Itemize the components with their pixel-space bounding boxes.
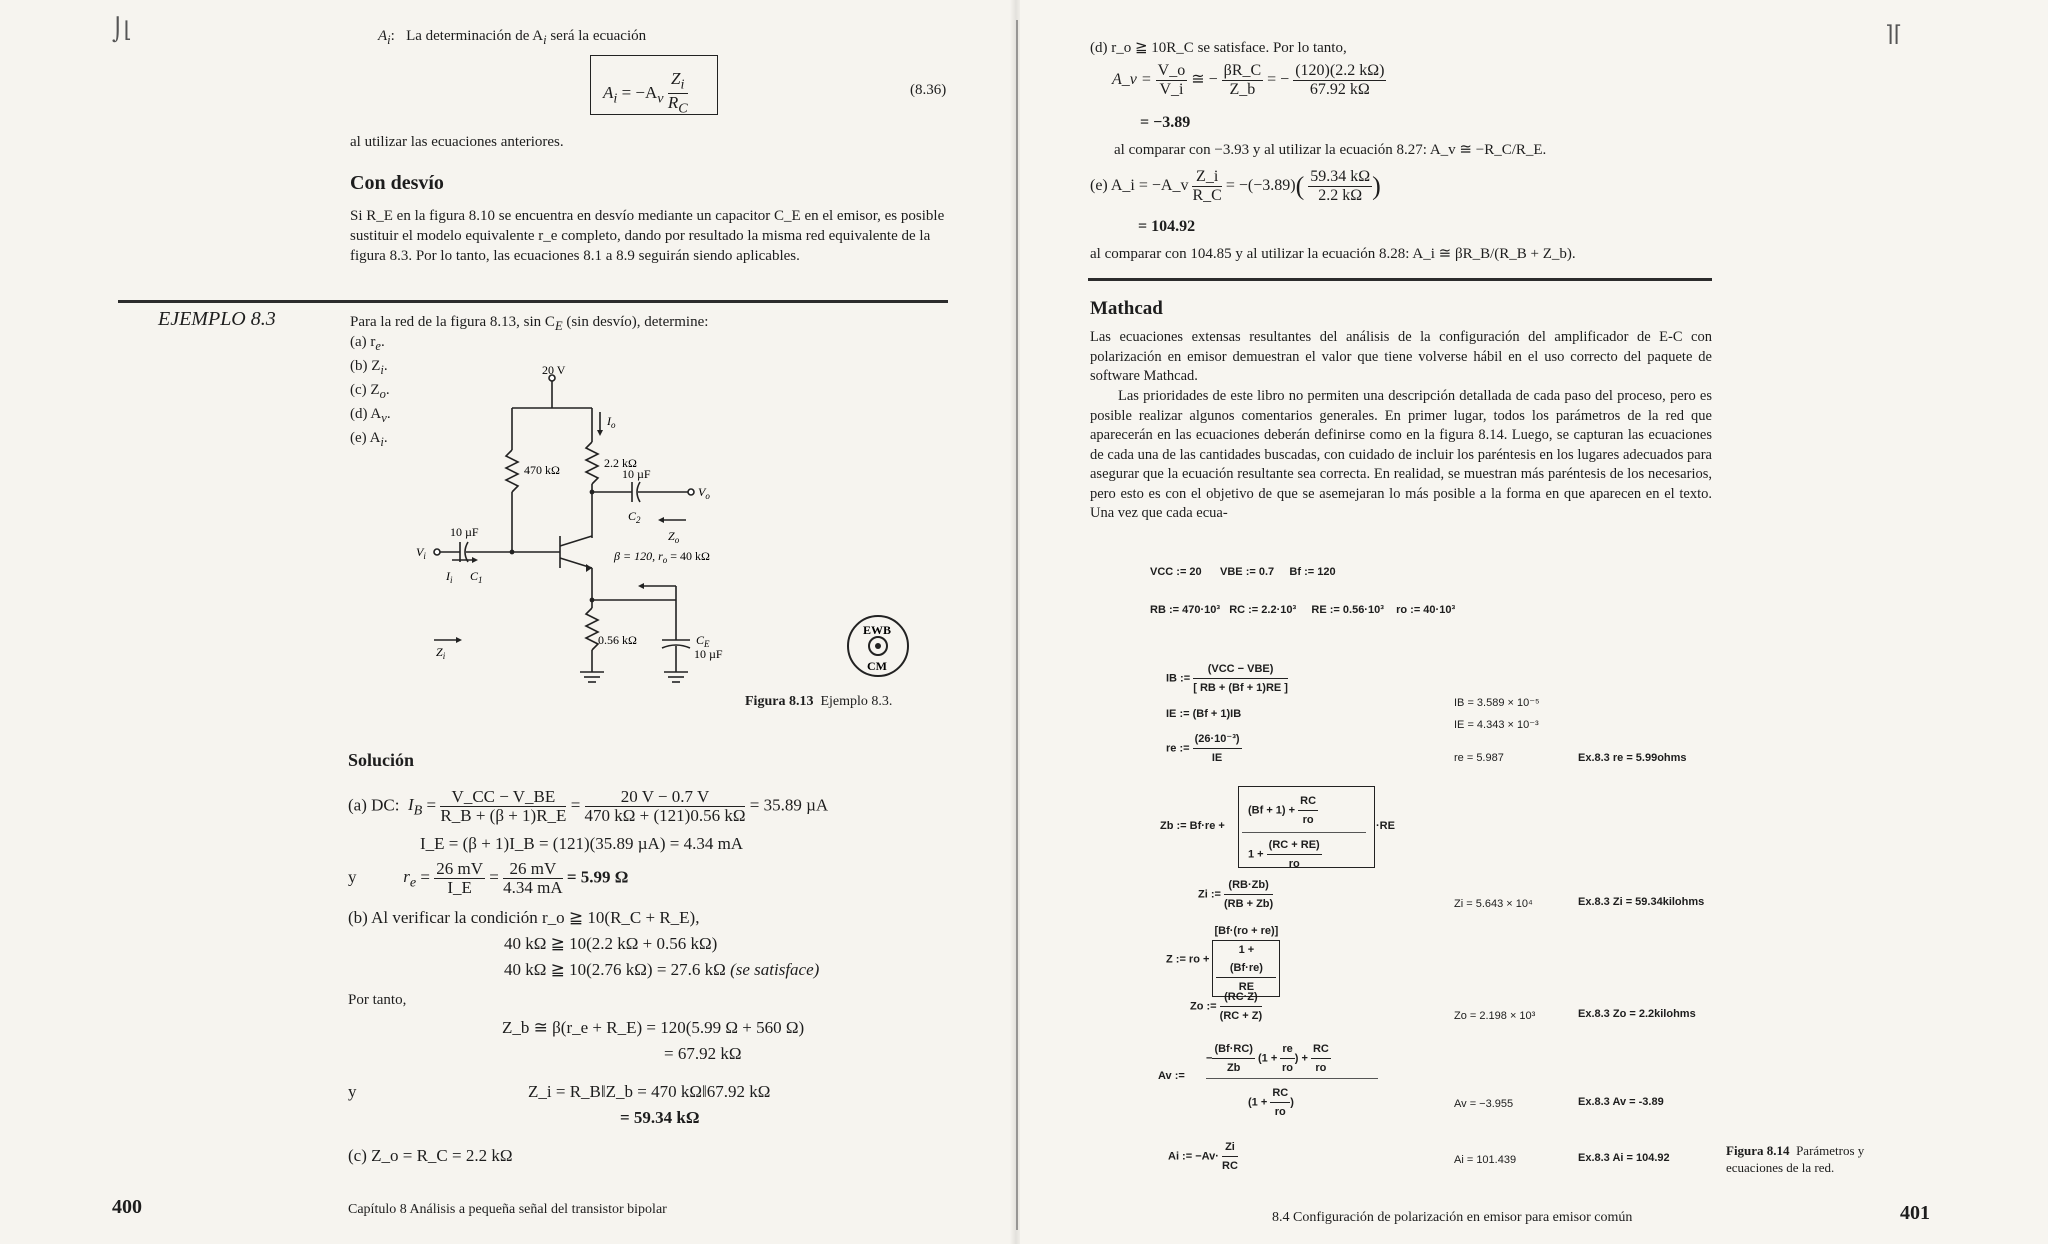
solution-b-line-2: 40 kΩ ≧ 10(2.2 kΩ + 0.56 kΩ) xyxy=(504,934,718,953)
part-d-equation: A_v = $\frac{V\_o}{V\_i}$ ≅ − $\frac{\beta R\_C}{Z\_b}$ = − $\frac{(120)(2.2 k\Omega)}{67.92 k\Omega}$ xyxy=(1112,62,1385,98)
mc-zi-equation: Zi := $\frac{(RB\cdot Zb)}{(RB + Zb)}$ xyxy=(1198,876,1273,913)
mc-params-row-1: VCC := 20 VBE := 0.7 Bf := 120 xyxy=(1150,566,1336,578)
example-intro: Para la red de la figura 8.13, $\sin C_E$ (sin desvío), determine: xyxy=(350,314,709,333)
mc-ex-zi: Ex.8.3 Zi = 59.34kilohms xyxy=(1578,896,1705,908)
solution-b-line-3: 40 kΩ ≧ 10(2.76 kΩ) = 27.6 kΩ (se satisface) xyxy=(504,960,820,979)
solution-b-line-1: (b) Al verificar la condición r_o ≧ 10(R_C + R_E), xyxy=(348,908,700,927)
mc-ie-equation: IE := (Bf + 1)IB xyxy=(1166,708,1242,720)
ce-value-label: 10 µF xyxy=(694,647,723,661)
mc-result-ai: Ai = 101.439 xyxy=(1454,1154,1517,1166)
solution-a-line-3: y $r_e$ = $\frac{26 mV}{I\_E}$ = $\frac{26 mV}{4.34 mA}$ = 5.99 Ω xyxy=(348,859,629,897)
part-d-compare: al comparar con −3.93 y al utilizar la ecuación 8.27: A_v ≅ −R_C/R_E. xyxy=(1114,142,1547,158)
mc-ex-re: Ex.8.3 re = 5.99ohms xyxy=(1578,752,1687,764)
circuit-figure-8-13 xyxy=(400,350,760,710)
solution-a-line-1: (a) DC: $I_B$ = $\frac{V\_CC - V\_BE}{R\_B + (\beta + 1)R\_E}$ = $\frac{20 V - 0.7 V}{470 k\Omega + (121)0.56 k\Omega}$ = 35.89 µA xyxy=(348,787,829,825)
vo-label: $V_o$ xyxy=(698,485,710,501)
logo-top-text: EWB xyxy=(863,623,892,637)
mc-result-re: re = 5.987 xyxy=(1454,752,1504,764)
mc-result-av: Av = −3.955 xyxy=(1454,1098,1514,1110)
figure-8-13-caption: Figura 8.13 Ejemplo 8.3. xyxy=(745,694,893,709)
right-page xyxy=(1020,0,2048,1244)
mathcad-paragraph-1: Las ecuaciones extensas resultantes del análisis de la configuración del amplificador de E-C con polarización en emisor demuestran el valor que tiene volverse hábil en el uso correcto del paquete de software Mathcad. xyxy=(1090,329,1712,384)
left-page xyxy=(0,0,1020,1244)
mc-zo-equation: Zo := $\frac{(RC\cdot Z)}{(RC + Z)}$ xyxy=(1190,988,1262,1025)
right-page-number: 401 xyxy=(1900,1202,1930,1224)
part-e-compare: al comparar con 104.85 y al utilizar la ecuación 8.28: A_i ≅ βR_B/(R_B + Z_b). xyxy=(1090,246,1576,262)
c1-label: $C_1$ xyxy=(470,569,483,585)
page-gutter-line xyxy=(1016,20,1018,1230)
mc-zb-inner-1: (Bf + 1) + $\frac{RC}{ro}$ xyxy=(1248,792,1318,829)
c2-label: $C_2$ xyxy=(628,509,641,525)
ii-label: $I_i$ xyxy=(446,569,453,585)
solution-zb-line-1: Z_b ≅ β(r_e + R_E) = 120(5.99 Ω + 560 Ω) xyxy=(502,1018,805,1037)
section-para-line-1: Si R_E en la figura 8.10 se encuentra en desvío mediante un capacitor C_E en el emisor, es posible xyxy=(350,208,945,224)
solution-y-2: y xyxy=(348,1082,357,1101)
io-label: $I_o$ xyxy=(607,414,616,430)
mc-zb-bracket-right xyxy=(1366,786,1375,868)
mc-params-row-2: RB := 470·10³ RC := 2.2·10³ RE := 0.56·10³ ro := 40·10³ xyxy=(1150,604,1456,616)
mc-ex-ai: Ex.8.3 Ai = 104.92 xyxy=(1578,1152,1670,1164)
section-para-line-2: sustituir el modelo equivalente r_e completo, dando por resultado la misma red equivalente de la xyxy=(350,228,931,244)
zi-label: $Z_i$ xyxy=(436,645,446,661)
corner-mark-left: ⌡⌊ xyxy=(112,18,133,43)
left-page-number: 400 xyxy=(112,1196,142,1218)
example-items: (a) $r_e$. (b) $Z_i$. (c) $Z_o$. (d) $A_v$. (e) $A_i$. xyxy=(350,334,391,449)
mc-result-ie: IE = 4.343 × 10⁻³ xyxy=(1454,719,1539,731)
mc-zb-inner-2: 1 + $\frac{(RC + RE)}{ro}$ xyxy=(1248,836,1322,873)
mathcad-rule xyxy=(1088,278,1712,281)
solution-zi-line-1: Z_i = R_B‖Z_b = 470 kΩ‖67.92 kΩ xyxy=(528,1082,771,1101)
mc-result-zo: Zo = 2.198 × 10³ xyxy=(1454,1010,1536,1022)
part-d-result: = −3.89 xyxy=(1140,114,1191,131)
part-e-equation: (e) A_i = −A_v $\frac{Z\_i}{R\_C}$ = −(−3.89)( $\frac{59.34 k\Omega}{2.2 k\Omega}$ ) xyxy=(1090,168,1381,204)
example-rule xyxy=(118,300,948,303)
solution-c: (c) Z_o = R_C = 2.2 kΩ xyxy=(348,1146,513,1165)
rc-label: 2.2 kΩ xyxy=(604,456,637,470)
mc-z-equation: Z := ro + [Bf·(ro + re)] 1 + (Bf·re) RE xyxy=(1166,922,1280,997)
section-para-line-3: figura 8.3. Por lo tanto, las ecuaciones 8.1 a 8.9 seguirán siendo aplicables. xyxy=(350,248,800,264)
mc-av-numerator: − $\frac{(Bf\cdot RC)}{Zb}$ (1 + $\frac{re}{ro}$ ) + $\frac{RC}{ro}$ xyxy=(1206,1040,1331,1077)
mc-zb-divider xyxy=(1242,832,1366,833)
solution-zi-line-2: = 59.34 kΩ xyxy=(620,1108,700,1127)
part-e-result: = 104.92 xyxy=(1138,218,1196,235)
mc-re-equation: re := $\frac{\text{(26·10⁻³)}}{IE}$ xyxy=(1166,730,1242,767)
re-label: 0.56 kΩ xyxy=(598,633,637,647)
ai-equation-box: $A_i = -A_v$ $\frac{Z_i}{R_C}$ xyxy=(590,55,718,115)
corner-mark-right: ⌉⌈ xyxy=(1885,22,1903,47)
vcc-label: 20 V xyxy=(542,363,566,377)
c1-value-label: 10 µF xyxy=(450,525,479,539)
solution-zb-line-2: = 67.92 kΩ xyxy=(664,1044,742,1063)
mc-zb-tail: ·RE xyxy=(1376,820,1395,832)
mc-result-zi: Zi = 5.643 × 10⁴ xyxy=(1454,898,1533,910)
solution-title: Solución xyxy=(348,750,415,770)
vi-label: $V_i$ xyxy=(416,545,426,561)
ce-label: $C_E$ xyxy=(696,633,710,649)
por-tanto-text: Por tanto, xyxy=(348,992,407,1008)
mc-av-lhs: Av := xyxy=(1158,1070,1185,1082)
mc-ex-av: Ex.8.3 Av = -3.89 xyxy=(1578,1096,1664,1108)
c2-value-label: 10 µF xyxy=(622,467,651,481)
after-equation-text: al utilizar las ecuaciones anteriores. xyxy=(350,134,564,150)
zo-label: $Z_o$ xyxy=(668,529,680,545)
logo-bottom-text: CM xyxy=(867,659,887,673)
mathcad-paragraph-2: Las prioridades de este libro no permiten una descripción detallada de cada paso del proceso, pero es posible realizar algunos comentarios generales. En primer lugar, todos los parámetros de la red que aparecerán en las ecuaciones deberán definirse como en la figura 8.14. Luego, se capturan las ecuaciones de cada una de las cantidades buscadas, con cuidado de incluir los paréntesis en los lugares adecuados para asegurar que la ecuación resultante sea correcta. En realidad, se muestran más paréntesis de los necesarios, pero esto es con el objetivo de que se asemejaran lo más posible a la forma en que aparecen en el texto. Una vez que cada ecua- xyxy=(1090,388,1712,521)
rb-label: 470 kΩ xyxy=(524,463,560,477)
mc-ex-zo: Ex.8.3 Zo = 2.2kilohms xyxy=(1578,1008,1696,1020)
solution-a-line-2: I_E = (β + 1)I_B = (121)(35.89 µA) = 4.34 mA xyxy=(420,834,744,853)
beta-label: β = 120, $r_o = 40$ kΩ xyxy=(614,549,710,565)
mc-result-ib: IB = 3.589 × 10⁻⁵ xyxy=(1454,697,1540,709)
mc-av-divider xyxy=(1206,1078,1378,1079)
ewb-cd-logo xyxy=(846,614,910,678)
mc-ai-equation: Ai := −Av· $\frac{Zi}{RC}$ xyxy=(1168,1138,1238,1175)
left-page-footer: Capítulo 8 Análisis a pequeña señal del transistor bipolar xyxy=(348,1202,667,1217)
figure-8-14-caption: Figura 8.14 Parámetros y ecuaciones de la red. xyxy=(1726,1143,1865,1175)
ai-intro: $A_i$: La determinación de $A_i$ será la ecuación xyxy=(378,28,647,47)
part-d-intro: (d) r_o ≧ 10R_C se satisface. Por lo tanto, xyxy=(1090,40,1347,56)
mc-ib-equation: IB := $\frac{\text{(VCC − VBE)}}{[ RB + (Bf + 1)RE ]}$ xyxy=(1166,660,1288,697)
example-label: EJEMPLO 8.3 xyxy=(158,308,276,330)
mathcad-title: Mathcad xyxy=(1090,298,1163,319)
equation-number: (8.36) xyxy=(910,82,947,98)
mc-zb-lhs: Zb := Bf·re + xyxy=(1160,820,1225,832)
mc-av-denominator: (1 + $\frac{RC}{ro}$ ) xyxy=(1248,1084,1294,1121)
section-title-con-desvio: Con desvío xyxy=(350,172,444,194)
right-page-footer: 8.4 Configuración de polarización en emisor para emisor común xyxy=(1272,1210,1633,1225)
